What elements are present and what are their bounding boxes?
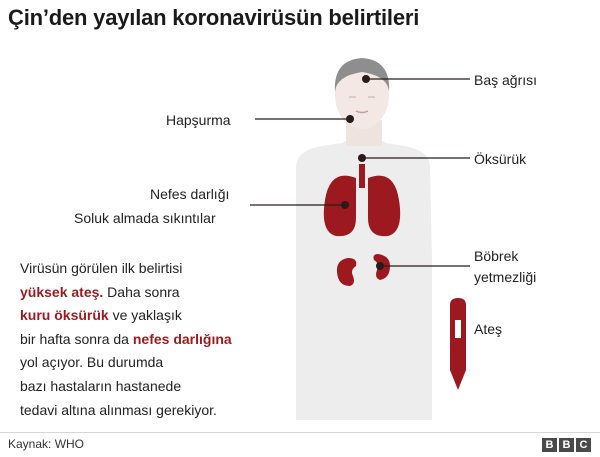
- source-credit: Kaynak: WHO: [8, 437, 85, 451]
- label-breath-line2: Soluk almada sıkıntılar: [74, 210, 216, 226]
- bbc-logo: [542, 438, 591, 452]
- para-text: yol açıyor. Bu durumda: [20, 354, 164, 371]
- para-text: bazı hastaların hastanede: [20, 377, 182, 394]
- label-headache: Baş ağrısı: [474, 72, 538, 88]
- para-text: ve yaklaşık: [108, 307, 182, 324]
- highlight-dry-cough: kuru öksürük: [20, 307, 109, 324]
- label-breath-line1: Nefes darlığı: [150, 186, 230, 202]
- highlight-fever: yüksek ateş.: [20, 283, 104, 300]
- para-text: Virüsün görülen ilk belirtisi: [20, 260, 183, 276]
- para-line: [20, 351, 290, 375]
- para-line: [20, 304, 290, 328]
- bbc-logo-letter: B: [542, 438, 557, 452]
- callout-sneezing: [255, 115, 354, 123]
- para-line: [20, 257, 290, 281]
- page-title: Çin’den yayılan koronavirüsün belirtileri: [8, 5, 420, 30]
- label-kidney-line2: yetmezliği: [474, 269, 537, 285]
- para-text: Daha sonra: [103, 283, 180, 300]
- bbc-logo-letter: C: [576, 438, 591, 452]
- human-figure: [296, 58, 432, 420]
- para-text: tedavi altına alınması gerekiyor.: [20, 401, 217, 418]
- symptom-description: [20, 257, 290, 422]
- label-fever: Ateş: [474, 321, 503, 337]
- para-line: [20, 375, 290, 399]
- para-line: [20, 399, 290, 423]
- label-cough: Öksürük: [474, 151, 527, 167]
- label-kidney-line1: Böbrek: [474, 248, 519, 264]
- para-line: [20, 328, 290, 352]
- highlight-breath: nefes darlığına: [132, 330, 232, 347]
- para-line: [20, 281, 290, 305]
- label-sneezing: Hapşurma: [166, 112, 231, 128]
- bbc-logo-letter: B: [559, 438, 574, 452]
- para-text: bir hafta sonra da: [20, 330, 133, 347]
- footer-divider: [0, 432, 600, 433]
- thermometer-icon: [450, 298, 466, 390]
